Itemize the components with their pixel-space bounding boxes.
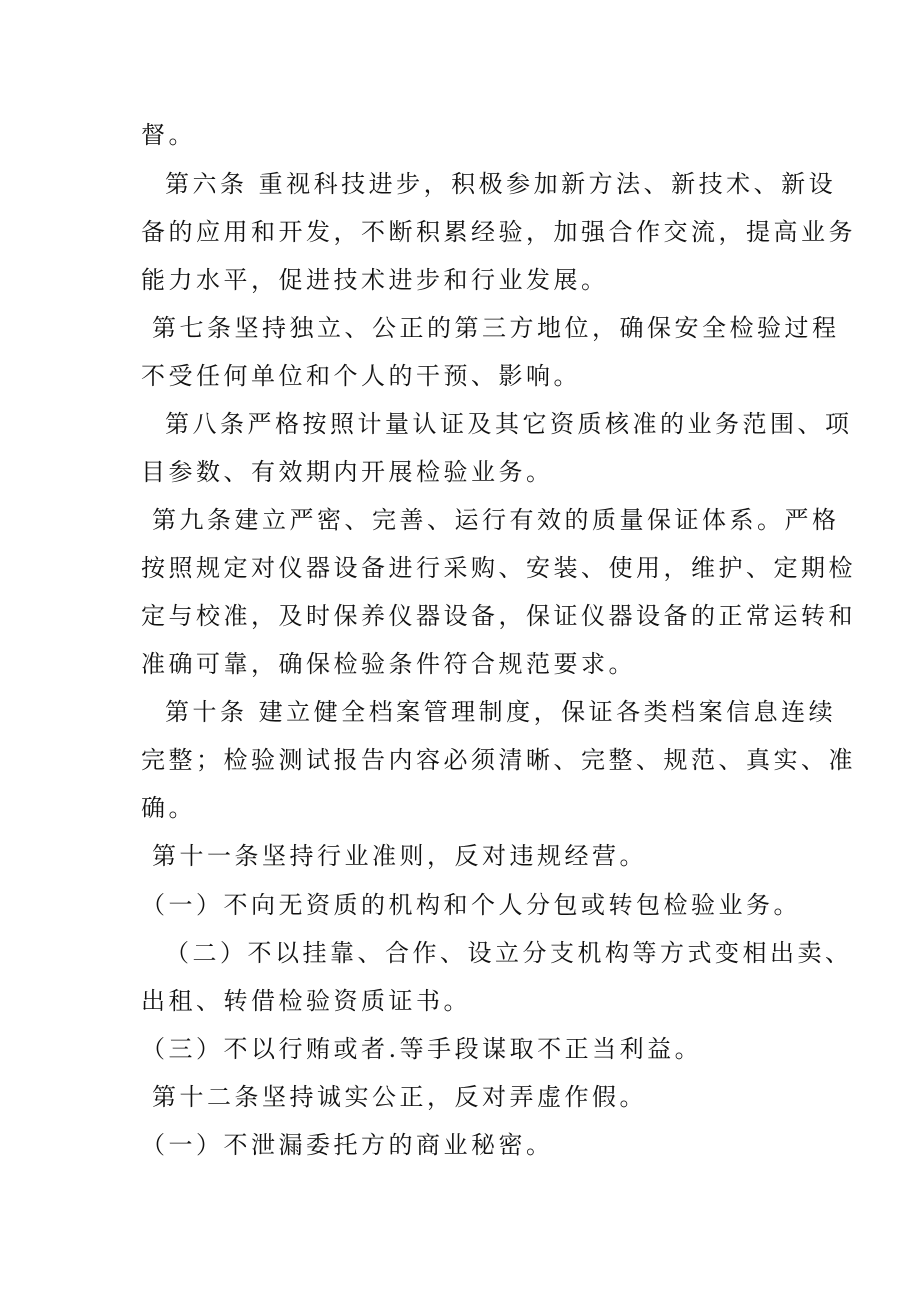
text-line: 第九条建立严密、完善、运行有效的质量保证体系。严格 — [152, 506, 840, 534]
text-line: 目参数、有效期内开展检验业务。 — [141, 458, 554, 486]
text-line: 督。 — [141, 121, 196, 149]
text-line: 第十二条坚持诚实公正，反对弄虚作假。 — [152, 1083, 647, 1111]
text-line: 确。 — [141, 794, 196, 822]
text-line: （一）不泄漏委托方的商业秘密。 — [141, 1131, 554, 1159]
text-line: 出租、转借检验资质证书。 — [141, 987, 471, 1015]
text-line: 备的应用和开发，不断积累经验，加强合作交流，提高业务 — [141, 218, 856, 246]
text-line: 第六条 重视科技进步，积极参加新方法、新技术、新设 — [165, 170, 837, 198]
text-line: 完整；检验测试报告内容必须清晰、完整、规范、真实、准 — [141, 746, 856, 774]
text-line: 第十条 建立健全档案管理制度，保证各类档案信息连续 — [165, 698, 837, 726]
text-line: 定与校准，及时保养仪器设备，保证仪器设备的正常运转和 — [141, 602, 856, 630]
text-line: （三）不以行贿或者.等手段谋取不正当利益。 — [141, 1035, 703, 1063]
text-line: 第八条严格按照计量认证及其它资质核准的业务范围、项 — [165, 410, 853, 438]
text-line: 按照规定对仪器设备进行采购、安装、使用，维护、定期检 — [141, 554, 856, 582]
text-line: 第七条坚持独立、公正的第三方地位，确保安全检验过程 — [152, 314, 840, 342]
text-line: 能力水平，促进技术进步和行业发展。 — [141, 266, 609, 294]
text-line: （一）不向无资质的机构和个人分包或转包检验业务。 — [141, 891, 801, 919]
text-line: 不受任何单位和个人的干预、影响。 — [141, 362, 581, 390]
text-line: （二）不以挂靠、合作、设立分支机构等方式变相出卖、 — [165, 939, 853, 967]
text-line: 准确可靠，确保检验条件符合规范要求。 — [141, 650, 636, 678]
text-line: 第十一条坚持行业准则，反对违规经营。 — [152, 842, 647, 870]
